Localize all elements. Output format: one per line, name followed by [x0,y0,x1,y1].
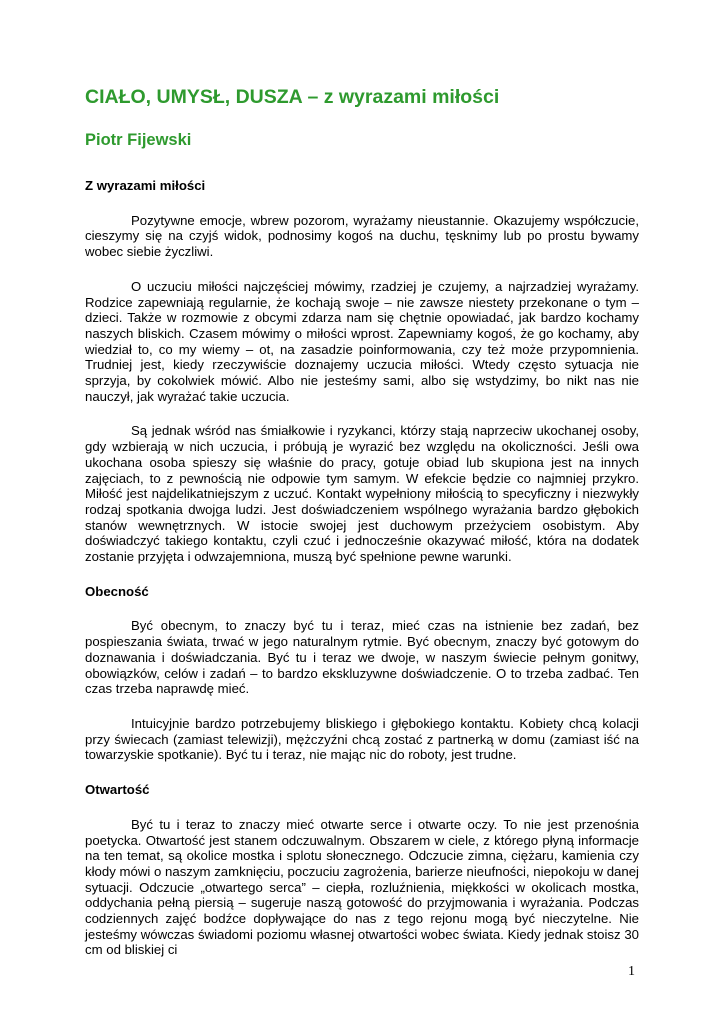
paragraph: O uczuciu miłości najczęściej mówimy, rzadziej je czujemy, a najrzadziej wyrażamy. Rodzice zapewniają regularnie, że kochają swoje – nie zawsze niestety przekonane o tym – dzieci. Także w rozmowie z obcymi zdarza nam się chętnie opowiadać, jak bardzo kochamy naszych bliskich. Czasem mówimy o miłości wprost. Zapewniamy kogoś, że go kochamy, aby wiedział to, co my wiemy – ot, na zasadzie poinformowania, czy też może przypomnienia. Trudniej jest, kiedy rzeczywiście doznajemy uczucia miłości. Wtedy często sytuacja nie sprzyja, by cokolwiek mówić. Albo nie jesteśmy sami, albo się wstydzimy, bo nikt nas nie nauczył, jak wyrażać takie uczucia. [85,278,639,404]
section-z-wyrazami-milosci [85,178,639,565]
section-heading: Otwartość [85,782,150,798]
section-obecnosc [85,584,639,763]
document-author: Piotr Fijewski [85,131,192,149]
section-heading: Z wyrazami miłości [85,178,206,193]
section-otwartosc [85,782,639,958]
paragraph: Pozytywne emocje, wbrew pozorom, wyrażamy nieustannie. Okazujemy współczucie, cieszymy się na czyjś widok, podnosimy kogoś na duchu, tęsknimy lub po prostu bywamy wobec siebie życzliwi. [85,212,639,260]
section-heading: Obecność [85,583,149,599]
page-number: 1 [628,964,635,979]
paragraph: Są jednak wśród nas śmiałkowie i ryzykanci, którzy stają naprzeciw ukochanej osoby, gdy wzbierają w nich uczucia, i próbują je wyrazić bez względu na okoliczności. Jeśli owa ukochana osoba spieszy się właśnie do pracy, gotuje obiad lub skupiona jest na innych zajęciach, to z pewnością nie odpowie tym samym. W efekcie będzie co najmniej przykro. Miłość jest najdelikatniejszym z uczuć. Kontakt wypełniony miłością to specyficzny i niezwykły rodzaj spotkania dwojga ludzi. Jest doświadczeniem wspólnego wyrażania bardzo głębokich stanów wewnętrznych. W istocie swojej jest duchowym przeżyciem osobistym. Aby doświadczyć takiego kontaktu, czyli czuć i jednocześnie okazywać miłość, która na dodatek zostanie przyjęta i odwzajemniona, muszą być spełnione pewne warunki. [85,423,639,565]
paragraph: Być tu i teraz to znaczy mieć otwarte serce i otwarte oczy. To nie jest przenośnia poetycka. Otwartość jest stanem odczuwalnym. Obszarem w ciele, z którego płyną informacje na ten temat, są okolice mostka i splotu słonecznego. Odczucie zimna, ciężaru, kamienia czy kłody mówi o naszym zamknięciu, poczuciu zagrożenia, barierze nieufności, niepokoju w danej sytuacji. Odczucie „otwartego serca” – ciepła, rozluźnienia, miękkości w okolicach mostka, oddychania pełną piersią – sugeruje naszą gotowość do przyjmowania i wyrażania. Podczas codziennych zajęć bodźce dopływające do nas z tego rejonu mogą być nieczytelne. Nie jesteśmy wówczas świadomi poziomu własnej otwartości wobec świata. Kiedy jednak stoisz 30 cm od bliskiej ci [85,816,639,958]
paragraph: Intuicyjnie bardzo potrzebujemy bliskiego i głębokiego kontaktu. Kobiety chcą kolacji przy świecach (zamiast telewizji), mężczyźni chcą zostać z partnerką w domu (zamiast iść na towarzyskie spotkanie). Być tu i teraz, nie mając nic do roboty, jest trudne. [85,715,639,763]
paragraph: Być obecnym, to znaczy być tu i teraz, mieć czas na istnienie bez zadań, bez pospieszania świata, trwać w jego naturalnym rytmie. Być obecnym, znaczy być gotowym do doznawania i doświadczania. Być tu i teraz we dwoje, w naszym świecie pełnym gonitwy, obowiązków, celów i zadań – to bardzo ekskluzywne doświadczenie. O to trzeba zadbać. Ten czas trzeba naprawdę mieć. [85,618,639,697]
document-title: CIAŁO, UMYSŁ, DUSZA – z wyrazami miłości [85,86,500,108]
document-body [85,178,639,977]
